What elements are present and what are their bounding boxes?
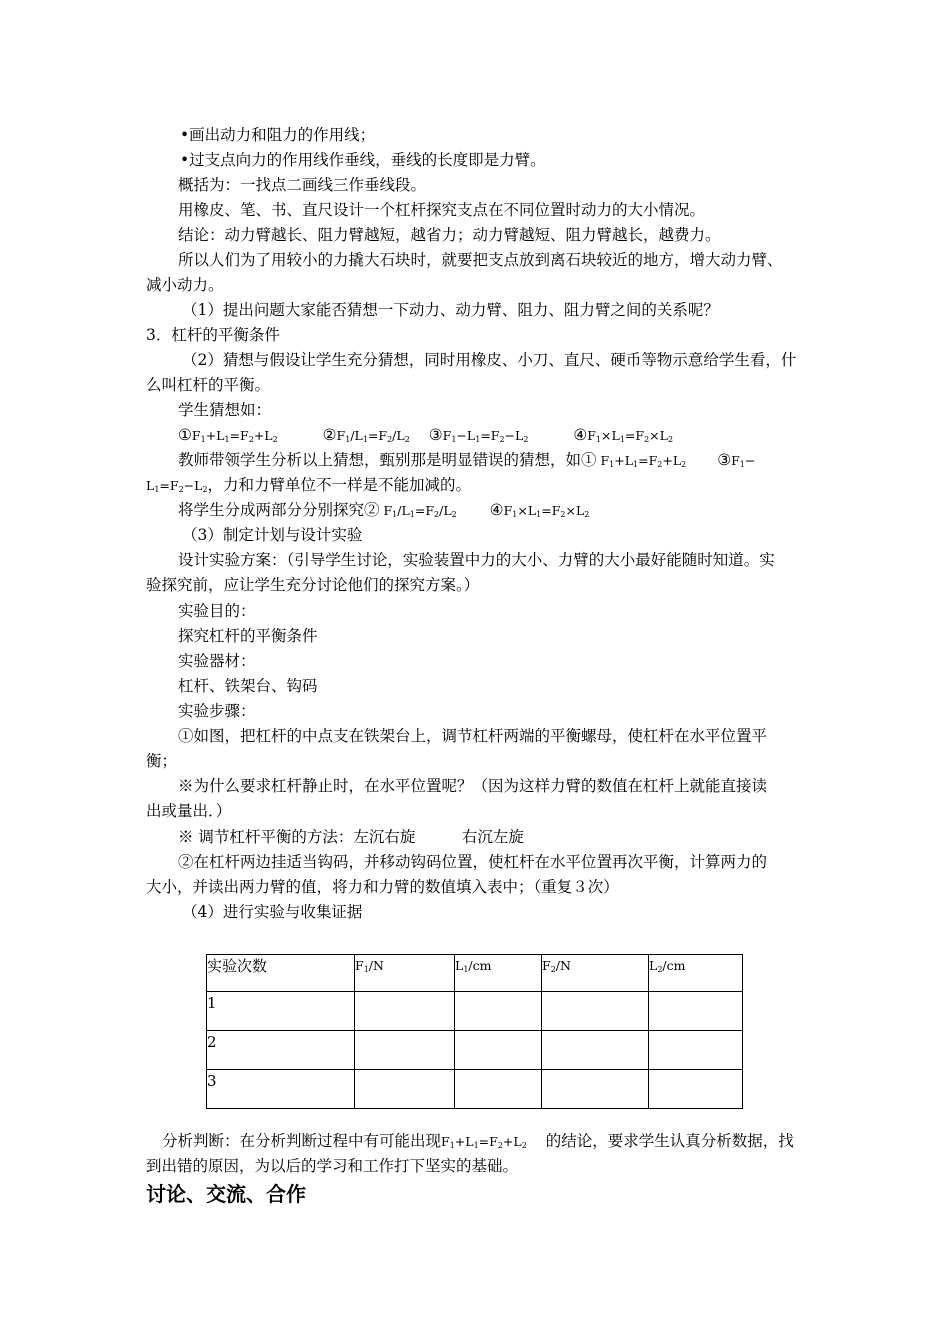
method-line: ※ 调节杠杆平衡的方法：左沉右旋 右沉左旋 (178, 828, 524, 846)
guess-intro: 学生猜想如： (178, 401, 272, 419)
table-cell[interactable] (649, 1031, 743, 1070)
formula-4: $F_1\times L_1=F_2\times L_2$ (587, 428, 674, 444)
formula-3: $F_1-L_1=F_2-L_2$ (442, 428, 529, 444)
table-cell[interactable] (355, 992, 455, 1031)
formula-1-ref: $F_1+L_1=F_2+L_2$ (596, 453, 687, 469)
circle-1: ① (178, 426, 192, 444)
circle-2: ② (322, 426, 337, 444)
formula-1: $F_1+L_1=F_2+L_2$ (191, 428, 278, 444)
equipment-text: 杠杆、铁架台、钩码 (178, 677, 318, 695)
analysis-text-1: 教师带领学生分析以上猜想，甄别那是明显错误的猜想，如① (178, 451, 597, 469)
judge-text-2: 的结论，要求学生认真分析数据，找 (545, 1132, 794, 1150)
split-text: 将学生分成两部分分别探究② (178, 501, 380, 519)
header-trial-count: 实验次数 (207, 955, 355, 992)
table-cell[interactable] (355, 1031, 455, 1070)
experiment-title: （4）进行实验与收集证据 (182, 903, 363, 921)
plan-line-cont: 验探究前，应让学生充分讨论他们的探究方案。） (146, 576, 480, 594)
table-cell[interactable] (455, 1070, 542, 1109)
table-cell[interactable] (455, 992, 542, 1031)
summary-line: 概括为：一找点二画线三作垂线段。 (178, 176, 427, 194)
step-1-cont: 衡； (146, 752, 178, 770)
question-line: （1）提出问题大家能否猜想一下动力、动力臂、阻力、阻力臂之间的关系呢？ (182, 301, 719, 319)
row-index: 2 (207, 1031, 355, 1070)
table-cell[interactable] (542, 992, 649, 1031)
judge-formula: $F_1+L_1=F_2+L_2$ (441, 1134, 527, 1150)
table-header-row (207, 955, 743, 992)
row-index: 1 (207, 992, 355, 1031)
header-f1: $F_1/N$ (355, 955, 455, 992)
table-row (207, 992, 743, 1031)
bullet-line-1: •画出动力和阻力的作用线； (180, 126, 376, 144)
section-heading: 讨论、交流、合作 (146, 1182, 306, 1206)
judge-text-1: 分析判断：在分析判断过程中有可能出现 (162, 1132, 442, 1150)
circle-3: ③ (428, 426, 443, 444)
formula-3-ref-b: $L_1=F_2-L_2$ (146, 478, 208, 494)
header-l2: $L_2/cm$ (649, 955, 743, 992)
design-line: 用橡皮、笔、书、直尺设计一个杠杆探究支点在不同位置时动力的大小情况。 (178, 201, 706, 219)
step-1: ①如图，把杠杆的中点支在铁架台上，调节杠杆两端的平衡螺母，使杠杆在水平位置平 (178, 727, 768, 745)
step-2-cont: 大小，并读出两力臂的值，将力和力臂的数值填入表中；（重复３次） (146, 878, 619, 896)
equipment-label: 实验器材： (178, 652, 256, 670)
judge-line-cont: 到出错的原因，为以后的学习和工作打下坚实的基础。 (146, 1157, 519, 1175)
formula-2-ref: $F_1/L_1=F_2/L_2$ (379, 503, 457, 519)
hypothesis-line-cont: 么叫杠杆的平衡。 (146, 376, 271, 394)
step-2: ②在杠杆两边挂适当钩码，并移动钩码位置，使杠杆在水平位置再次平衡，计算两力的 (178, 853, 768, 871)
hypothesis-line: （2）猜想与假设让学生充分猜想，同时用橡皮、小刀、直尺、硬币等物示意给学生看，什 (182, 351, 797, 369)
steps-label: 实验步骤： (178, 702, 256, 720)
guess-formulas (178, 422, 673, 449)
table-cell[interactable] (649, 1070, 743, 1109)
table-cell[interactable] (355, 1070, 455, 1109)
analysis-line-cont (146, 472, 471, 499)
analysis-line (178, 447, 755, 474)
table-row (207, 1070, 743, 1109)
circle-4: ④ (573, 426, 588, 444)
paragraph-line-cont: 减小动力。 (146, 276, 224, 294)
data-table (206, 954, 743, 1109)
analysis-text-2: ③ (717, 451, 732, 469)
formula-4-ref: $F_1\times L_1=F_2\times L_2$ (503, 503, 590, 519)
note-line-cont: 出或量出．） (146, 802, 232, 820)
header-f2: $F_2/N$ (542, 955, 649, 992)
judge-line (162, 1128, 794, 1155)
split-line (178, 497, 589, 524)
bullet-line-2: •过支点向力的作用线作垂线，垂线的长度即是力臂。 (180, 151, 546, 169)
formula-2: $F_1/L_1=F_2/L_2$ (336, 428, 410, 444)
row-index: 3 (207, 1070, 355, 1109)
plan-title: （3）制定计划与设计实验 (182, 526, 363, 544)
table-cell[interactable] (649, 992, 743, 1031)
plan-line: 设计实验方案：（引导学生讨论，实验装置中力的大小、力臂的大小最好能随时知道。实 (178, 551, 775, 569)
formula-3-ref-a: $F_1-$ (731, 453, 756, 469)
header-l1: $L_1/cm$ (455, 955, 542, 992)
table-cell[interactable] (455, 1031, 542, 1070)
purpose-text: 探究杠杆的平衡条件 (178, 627, 318, 645)
section-title: 3．杠杆的平衡条件 (146, 326, 280, 344)
analysis-text-3: ，力和力臂单位不一样是不能加减的。 (207, 476, 472, 494)
table-cell[interactable] (542, 1070, 649, 1109)
split-circle-4: ④ (489, 501, 504, 519)
note-line: ※为什么要求杠杆静止时，在水平位置呢？（因为这样力臂的数值在杠杆上就能直接读 (178, 777, 768, 795)
paragraph-line: 所以人们为了用较小的力撬大石块时，就要把支点放到离石块较近的地方，增大动力臂、 (178, 251, 783, 269)
table-cell[interactable] (542, 1031, 649, 1070)
conclusion-line: 结论：动力臂越长、阻力臂越短，越省力；动力臂越短、阻力臂越长，越费力。 (178, 226, 721, 244)
table-row (207, 1031, 743, 1070)
purpose-label: 实验目的： (178, 602, 256, 620)
